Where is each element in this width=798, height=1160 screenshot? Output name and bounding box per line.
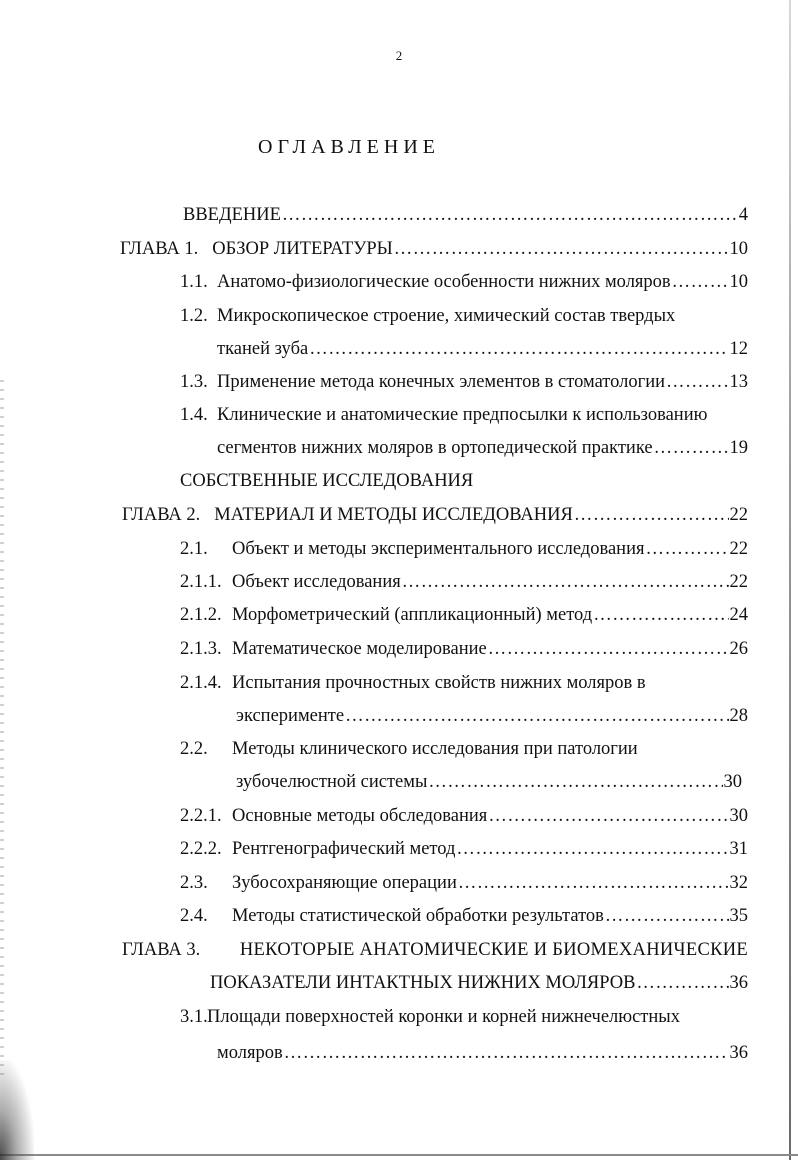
toc-leader [654, 435, 729, 461]
toc-leader [402, 569, 729, 595]
toc-entry-1-4-line1[interactable] [180, 402, 707, 428]
toc-entry-text: эксперименте [236, 706, 345, 726]
toc-entry-number: 3.1. [180, 1007, 208, 1027]
toc-entry-3-1-line2[interactable] [217, 1040, 748, 1066]
toc-entry-number: ГЛАВА 3. [122, 940, 201, 960]
toc-entry-text: сегментов нижних моляров в ортопедической практике [217, 438, 653, 458]
toc-entry-number: ГЛАВА 2. [122, 505, 201, 525]
toc-entry-page: 36 [729, 973, 748, 993]
toc-leader [645, 536, 728, 562]
toc-entry-page: 4 [738, 205, 748, 225]
toc-entry-1-2-line1[interactable] [180, 303, 675, 329]
toc-entry-text: Морфометрический (аппликационный) метод [232, 605, 593, 625]
toc-entry-2-4[interactable] [180, 903, 748, 929]
toc-entry-text: ПОКАЗАТЕЛИ ИНТАКТНЫХ НИЖНИХ МОЛЯРОВ [210, 973, 636, 993]
toc-entry-number: 2.1.3. [180, 639, 222, 659]
toc-entry-page: 35 [729, 906, 748, 926]
toc-entry-text: Применение метода конечных элементов в стоматологии [217, 372, 666, 392]
toc-entry-text: ВВЕДЕНИЕ [183, 205, 281, 225]
toc-entry-2-2-2[interactable] [180, 836, 748, 862]
toc-entry-number: 1.3. [180, 372, 208, 392]
toc-entry-text: Испытания прочностных свойств нижних моляров в [232, 673, 646, 693]
toc-entry-1-1[interactable] [180, 269, 748, 295]
toc-entry-page: 19 [729, 438, 748, 458]
toc-entry-number: 1.2. [180, 306, 208, 326]
toc-entry-2-1[interactable] [180, 536, 748, 562]
toc-entry-page: 26 [729, 639, 748, 659]
toc-entry-page: 31 [729, 839, 748, 859]
toc-entry-2-1-3[interactable] [180, 636, 748, 662]
toc-entry-text: Зубосохраняющие операции [232, 873, 457, 893]
toc-entry-page: 10 [729, 239, 748, 259]
toc-entry-page: 28 [729, 706, 748, 726]
toc-entry-number: 2.2. [180, 739, 208, 759]
toc-entry-text: Анатомо-физиологические особенности нижних моляров [217, 272, 671, 292]
scan-shadow-corner [0, 1060, 34, 1160]
toc-entry-2-2-line2[interactable] [236, 769, 742, 795]
toc-entry-text: Методы клинического исследования при патологии [232, 739, 638, 759]
toc-entry-page: 22 [729, 505, 748, 525]
toc-entry-number: 1.1. [180, 272, 208, 292]
toc-section-heading: СОБСТВЕННЫЕ ИССЛЕДОВАНИЯ [180, 471, 474, 491]
toc-entry-text: Микроскопическое строение, химический состав твердых [217, 306, 676, 326]
toc-entry-number: 2.1.4. [180, 673, 222, 693]
toc-leader [488, 636, 729, 662]
toc-leader [593, 602, 728, 628]
toc-leader [605, 903, 729, 929]
toc-entry-number: 2.2.1. [180, 806, 222, 826]
toc-entry-number: 2.1. [180, 539, 208, 559]
toc-entry-text: Основные методы обследования [232, 806, 488, 826]
toc-entry-2-1-4-line2[interactable] [236, 703, 748, 729]
toc-entry-text: зубочелюстной системы [236, 772, 428, 792]
toc-entry-text: Объект исследования [232, 572, 401, 592]
toc-leader [456, 836, 728, 862]
page-number: 2 [395, 48, 403, 63]
toc-entry-2-3[interactable] [180, 870, 748, 896]
toc-entry-page: 24 [729, 605, 748, 625]
toc-entry-1-4-line2[interactable] [217, 435, 748, 461]
toc-entry-page: 22 [729, 539, 748, 559]
toc-leader [488, 803, 728, 829]
scan-edge-bottom [0, 1154, 798, 1156]
toc-entry-number: 2.1.1. [180, 572, 222, 592]
toc-entry-page: 22 [729, 572, 748, 592]
toc-entry-chapter-3-line2[interactable] [210, 970, 748, 996]
toc-entry-text: тканей зуба [217, 339, 309, 359]
toc-entry-text: НЕКОТОРЫЕ АНАТОМИЧЕСКИЕ И БИОМЕХАНИЧЕСКИЕ [239, 940, 748, 960]
toc-entry-text: ОБЗОР ЛИТЕРАТУРЫ [212, 239, 393, 259]
toc-leader [394, 236, 729, 262]
toc-entry-2-1-4-line1[interactable] [180, 670, 646, 696]
toc-entry-2-1-1[interactable] [180, 569, 748, 595]
toc-entry-text: Объект и методы экспериментального исследования [232, 539, 645, 559]
toc-entry-number: 1.4. [180, 405, 208, 425]
toc-entry-text: Клинические и анатомические предпосылки к использованию [217, 405, 708, 425]
toc-entry-1-3[interactable] [180, 369, 748, 395]
toc-leader [666, 369, 728, 395]
toc-leader [309, 336, 728, 362]
toc-entry-text: Математическое моделирование [232, 639, 487, 659]
toc-entry-text: МАТЕРИАЛ И МЕТОДЫ ИССЛЕДОВАНИЯ [214, 505, 573, 525]
toc-entry-number: 2.2.2. [180, 839, 222, 859]
toc-entry-page: 13 [729, 372, 748, 392]
toc-entry-number: 2.1.2. [180, 605, 222, 625]
toc-entry-text: Площади поверхностей коронки и корней нижнечелюстных [207, 1007, 680, 1027]
toc-entry-page: 30 [729, 806, 748, 826]
toc-entry-text: Рентгенографический метод [232, 839, 456, 859]
toc-leader [428, 769, 722, 795]
toc-entry-1-2-line2[interactable] [217, 336, 748, 362]
toc-leader [672, 269, 729, 295]
toc-leader [458, 870, 729, 896]
toc-entry-intro[interactable] [183, 202, 748, 228]
toc-title: ОГЛАВЛЕНИЕ [258, 136, 440, 158]
toc-entry-chapter-3-line1[interactable] [122, 937, 748, 963]
toc-entry-2-2-1[interactable] [180, 803, 748, 829]
toc-entry-chapter-1[interactable] [120, 236, 748, 262]
toc-leader [345, 703, 728, 729]
scan-edge-right [789, 0, 791, 1160]
toc-leader [282, 202, 738, 228]
toc-entry-page: 36 [729, 1043, 748, 1063]
toc-entry-3-1-line1[interactable] [180, 1004, 680, 1030]
toc-entry-page: 32 [729, 873, 748, 893]
toc-entry-page: 30 [723, 772, 742, 792]
toc-entry-text: моляров [217, 1043, 283, 1063]
toc-leader [574, 502, 729, 528]
toc-leader [636, 970, 728, 996]
toc-entry-2-2-line1[interactable] [180, 736, 638, 762]
toc-entry-2-1-2[interactable] [180, 602, 748, 628]
scan-edge-left [0, 380, 4, 1080]
toc-entry-chapter-2[interactable] [122, 502, 748, 528]
toc-entry-number: 2.4. [180, 906, 208, 926]
toc-entry-page: 10 [729, 272, 748, 292]
toc-entry-text: Методы статистической обработки результатов [232, 906, 604, 926]
toc-entry-page: 12 [729, 339, 748, 359]
toc-leader [284, 1040, 729, 1066]
toc-entry-number: ГЛАВА 1. [120, 239, 199, 259]
toc-entry-number: 2.3. [180, 873, 208, 893]
